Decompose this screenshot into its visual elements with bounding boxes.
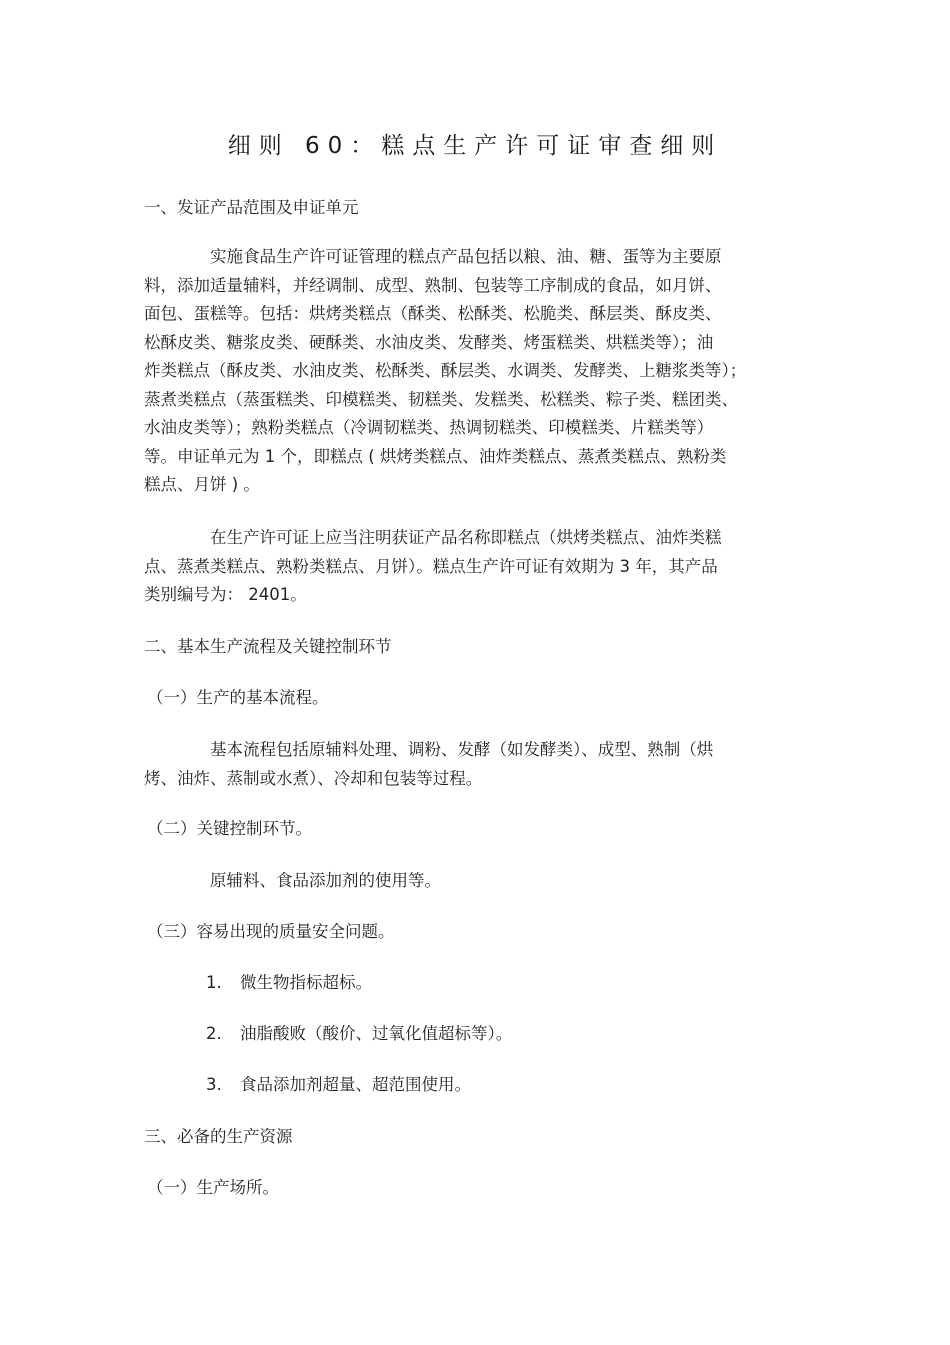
text-line: 松酥皮类、糖浆皮类、硬酥类、水油皮类、发酵类、烤蛋糕类、烘糕类等）；油 — [144, 332, 714, 352]
list-item-text: 食品添加剂超量、超范围使用。 — [240, 1075, 471, 1094]
text-line: 炸类糕点（酥皮类、水油皮类、松酥类、酥层类、水调类、发酵类、上糖浆类等）； — [144, 361, 747, 380]
section-2-sub-1: （一）生产的基本流程。 — [147, 688, 329, 707]
text-line: 面包、蛋糕等。包括：烘烤类糕点（酥类、松酥类、松脆类、酥层类、酥皮类、 — [144, 304, 722, 323]
section-2-sub-3: （三）容易出现的质量安全问题。 — [147, 922, 395, 941]
section-1-paragraph-1 — [144, 243, 814, 500]
text-line: 实施食品生产许可证管理的糕点产品包括以粮、油、糖、蛋等为主要原 — [210, 247, 722, 266]
list-item-number: 1. — [206, 973, 222, 992]
text-line: 糕点、月饼 ) 。 — [144, 475, 260, 494]
text-line: 点、蒸煮类糕点、熟粉类糕点、月饼）。糕点生产许可证有效期为 3 年，其产品 — [144, 556, 718, 576]
list-item-text: 微生物指标超标。 — [240, 973, 372, 992]
text-line: 水油皮类等）；熟粉类糕点（冷调韧糕类、热调韧糕类、印模糕类、片糕类等） — [144, 418, 714, 437]
section-2-sub-1-text — [144, 736, 814, 793]
section-2-sub-2-text: 原辅料、食品添加剂的使用等。 — [210, 871, 441, 890]
text-line: 料，添加适量辅料，并经调制、成型、熟制、包装等工序制成的食品，如月饼、 — [144, 275, 722, 295]
text-line: 等。申证单元为 1 个，即糕点 ( 烘烤类糕点、油炸类糕点、蒸煮类糕点、熟粉类 — [144, 446, 727, 466]
list-item-text: 油脂酸败（酸价、过氧化值超标等）。 — [240, 1024, 513, 1043]
section-3-heading: 三、必备的生产资源 — [144, 1127, 293, 1146]
section-2-sub-2: （二）关键控制环节。 — [147, 819, 312, 838]
list-item — [206, 1020, 512, 1048]
section-1-paragraph-2 — [144, 524, 814, 610]
text-line: 烤、油炸、蒸制或水煮）、冷却和包装等过程。 — [144, 768, 483, 788]
list-item-number: 2. — [206, 1024, 222, 1043]
list-item — [206, 1071, 471, 1099]
list-item-number: 3. — [206, 1075, 222, 1094]
list-item — [206, 969, 372, 997]
text-line: 在生产许可证上应当注明获证产品名称即糕点（烘烤类糕点、油炸类糕 — [210, 528, 722, 547]
section-2-heading: 二、基本生产流程及关键控制环节 — [144, 637, 392, 656]
text-line: 基本流程包括原辅料处理、调粉、发酵（如发酵类）、成型、熟制（烘 — [210, 740, 714, 759]
section-1-heading: 一、发证产品范围及申证单元 — [144, 198, 359, 217]
section-3-sub-1: （一）生产场所。 — [147, 1178, 279, 1197]
text-line: 类别编号为： 2401。 — [144, 585, 307, 604]
document-title: 细则 60：糕点生产许可证审查细则 — [227, 133, 723, 159]
text-line: 蒸煮类糕点（蒸蛋糕类、印模糕类、韧糕类、发糕类、松糕类、粽子类、糕团类、 — [144, 389, 738, 409]
